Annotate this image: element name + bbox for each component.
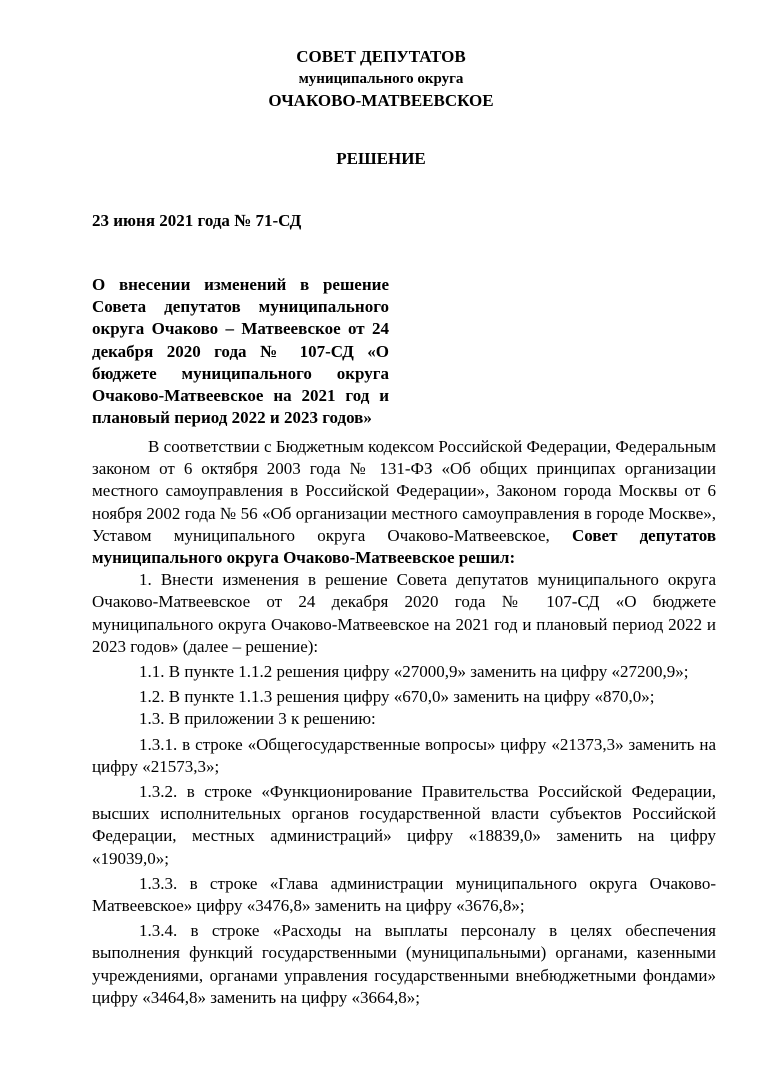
list-item: 1.1. В пункте 1.1.2 решения цифру «27000,9» заменить на цифру «27200,9»; xyxy=(139,662,689,682)
preamble-paragraph xyxy=(92,436,716,569)
preamble-text: В соответствии с Бюджетным кодексом Российской Федерации, Федеральным законом от 6 октября 2003 года № 131-ФЗ «Об общих принципах организации местного самоуправления в Российской Федерации», Законом города Москвы от 6 ноября 2002 года № 56 «Об организации местного самоуправления в городе Москве», Уставом муниципального округа Очаково-Матвеевское, xyxy=(92,437,716,545)
resolved-text: Совет депутатов муниципального округа Очаково-Матвеевское решил: xyxy=(92,525,717,568)
decision-subject: О внесении изменений в решение Совета депутатов муниципального округа Очаково – Матвеевское от 24 декабря 2020 года № 107-СД «О бюджете муниципального округа Очаково-Матвеевское на 2021 год и плановый период 2022 и 2023 годов» xyxy=(92,275,389,428)
list-item: 1.2. В пункте 1.1.3 решения цифру «670,0» заменить на цифру «870,0»; xyxy=(139,687,655,707)
list-item: 1.3.3. в строке «Глава администрации муниципального округа Очаково-Матвеевское» цифру «3476,8» заменить на цифру «3676,8»; xyxy=(92,873,716,916)
council-title: СОВЕТ ДЕПУТАТОВ xyxy=(296,47,466,66)
document-body xyxy=(92,436,716,1009)
list-item: 1.3.2. в строке «Функционирование Правительства Российской Федерации, высших исполнительных органов государственной власти субъектов Российской Федерации, местных администраций» цифру «18839,0» заменить на цифру «19039,0»; xyxy=(92,782,716,868)
list-item: 1.3.1. в строке «Общегосударственные вопросы» цифру «21373,3» заменить на цифру «21573,3»; xyxy=(92,734,716,776)
list-item: 1.3. В приложении 3 к решению: xyxy=(139,709,376,729)
list-item: 1.3.4. в строке «Расходы на выплаты персоналу в целях обеспечения выполнения функций государственными (муниципальными) органами, казенными учреждениями, органами управления государственными внебюджетными фондами» цифру «3464,8» заменить на цифру «3664,8»; xyxy=(92,921,716,1007)
district-name: ОЧАКОВО-МАТВЕЕВСКОЕ xyxy=(268,91,494,110)
district-subtitle: муниципального округа xyxy=(298,71,464,87)
document-header xyxy=(0,46,762,112)
list-item: 1. Внести изменения в решение Совета депутатов муниципального округа Очаково-Матвеевское от 24 декабря 2020 года № 107-СД «О бюджете муниципального округа Очаково-Матвеевское на 2021 год и плановый период 2022 и 2023 годов» (далее – решение): xyxy=(92,570,716,656)
decision-date-number: 23 июня 2021 года № 71-СД xyxy=(92,211,302,230)
decision-title: РЕШЕНИЕ xyxy=(336,149,426,168)
